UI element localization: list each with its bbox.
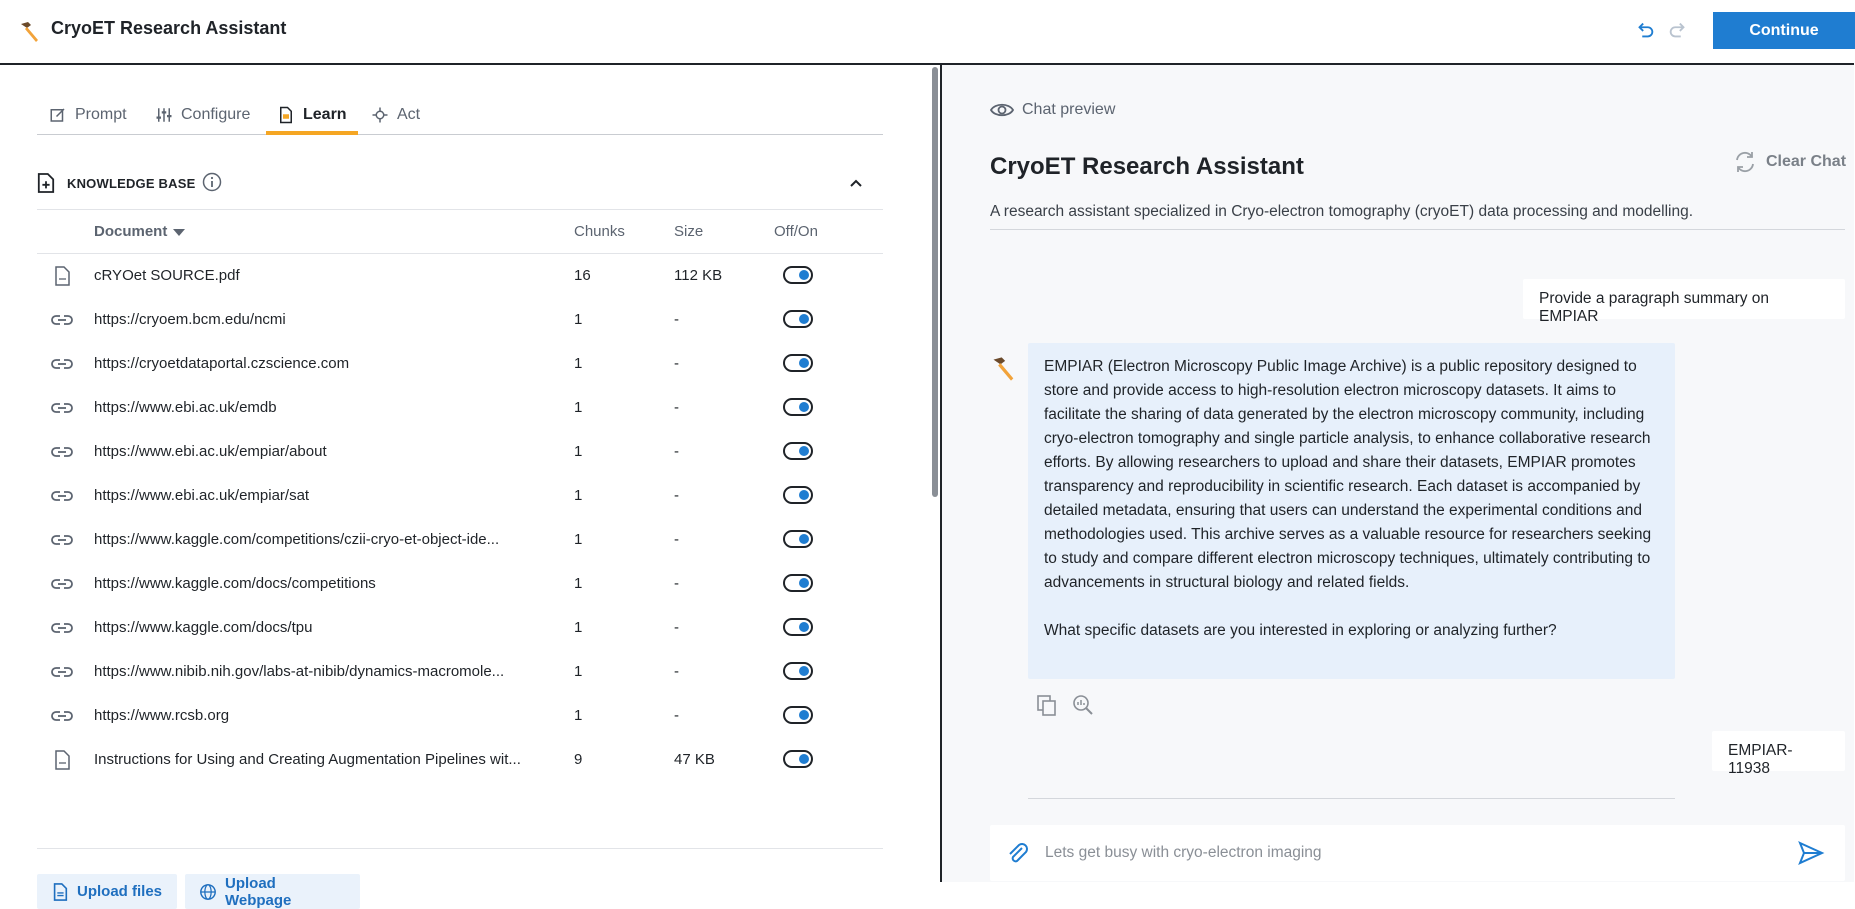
toggle-knob — [799, 710, 809, 720]
assistant-paragraph: What specific datasets are you interested in exploring or analyzing further? — [1044, 622, 1557, 639]
document-name: https://www.rcsb.org — [94, 707, 230, 724]
upload-webpage-label: Upload Webpage — [225, 874, 292, 909]
table-header — [37, 210, 883, 254]
chat-preview-panel — [942, 65, 1854, 882]
crosshair-icon — [371, 106, 389, 124]
sort-caret-icon — [173, 229, 185, 236]
enable-toggle[interactable] — [783, 266, 813, 284]
enable-toggle[interactable] — [783, 442, 813, 460]
link-icon — [51, 398, 73, 418]
link-icon — [51, 442, 73, 462]
tab-label: Act — [397, 106, 421, 123]
document-size: - — [674, 355, 679, 372]
redo-icon[interactable] — [1667, 18, 1689, 42]
document-size: 112 KB — [674, 267, 723, 284]
toggle-knob — [799, 270, 809, 280]
document-name: https://www.kaggle.com/docs/tpu — [94, 619, 313, 636]
tab-prompt[interactable] — [49, 95, 127, 135]
enable-toggle[interactable] — [783, 530, 813, 548]
globe-icon — [199, 883, 217, 901]
copy-icon[interactable] — [1035, 693, 1059, 717]
toggle-knob — [799, 490, 809, 500]
active-tab-indicator — [266, 131, 358, 135]
edit-icon — [49, 106, 67, 124]
top-bar — [0, 0, 1854, 65]
toggle-knob — [799, 666, 809, 676]
document-icon — [277, 106, 295, 124]
link-icon — [51, 530, 73, 550]
knowledge-base-table — [37, 254, 883, 782]
chat-input[interactable] — [1045, 835, 1785, 871]
toggle-knob — [799, 358, 809, 368]
chunk-count: 1 — [574, 575, 583, 592]
user-message: Provide a paragraph summary on EMPIAR — [1523, 279, 1845, 319]
table-row — [37, 254, 883, 298]
sliders-icon — [155, 106, 173, 124]
enable-toggle[interactable] — [783, 750, 813, 768]
document-name: Instructions for Using and Creating Augmentation Pipelines wit... — [94, 751, 521, 768]
tab-configure[interactable] — [155, 95, 250, 135]
chat-preview-header — [990, 100, 1115, 120]
toggle-knob — [799, 754, 809, 764]
enable-toggle[interactable] — [783, 574, 813, 592]
eye-icon — [990, 100, 1014, 120]
link-icon — [51, 354, 73, 374]
column-document[interactable] — [94, 223, 185, 240]
document-size: - — [674, 443, 679, 460]
chat-title: CryoET Research Assistant — [990, 153, 1304, 180]
chat-description: A research assistant specialized in Cryo-electron tomography (cryoET) data processing and modelling. — [990, 203, 1845, 230]
link-icon — [51, 662, 73, 682]
table-row — [37, 342, 883, 386]
upload-files-label: Upload files — [77, 883, 163, 900]
loading-message-edge — [1028, 798, 1675, 799]
chunk-count: 9 — [574, 751, 583, 768]
table-row — [37, 298, 883, 342]
config-panel — [0, 65, 940, 909]
table-row — [37, 430, 883, 474]
clear-chat-label: Clear Chat — [1766, 153, 1847, 170]
column-chunks: Chunks — [574, 223, 625, 240]
column-toggle: Off/On — [774, 223, 818, 240]
chunk-count: 1 — [574, 619, 583, 636]
link-icon — [51, 618, 73, 638]
document-name: cRYOet SOURCE.pdf — [94, 267, 240, 284]
chevron-up-icon[interactable] — [847, 174, 865, 192]
tab-label: Configure — [181, 106, 251, 123]
document-name: https://cryoem.bcm.edu/ncmi — [94, 311, 286, 328]
toggle-knob — [799, 578, 809, 588]
document-name: https://www.ebi.ac.uk/emdb — [94, 399, 277, 416]
chat-preview-label: Chat preview — [1022, 101, 1116, 118]
table-divider — [37, 848, 883, 849]
link-icon — [51, 486, 73, 506]
hammer-icon — [18, 20, 42, 44]
chat-input-bar — [990, 825, 1845, 881]
chunk-count: 1 — [574, 399, 583, 416]
enable-toggle[interactable] — [783, 486, 813, 504]
tab-act[interactable] — [371, 95, 420, 135]
table-row — [37, 562, 883, 606]
document-size: - — [674, 311, 679, 328]
file-icon — [51, 750, 73, 770]
chunk-count: 1 — [574, 531, 583, 548]
hammer-icon — [990, 355, 1018, 383]
link-icon — [51, 574, 73, 594]
toggle-knob — [799, 402, 809, 412]
refresh-icon — [1732, 150, 1758, 174]
enable-toggle[interactable] — [783, 354, 813, 372]
table-row — [37, 606, 883, 650]
knowledge-base-title: KNOWLEDGE BASE — [67, 176, 196, 191]
link-icon — [51, 706, 73, 726]
paperclip-icon[interactable] — [1004, 840, 1030, 866]
enable-toggle[interactable] — [783, 398, 813, 416]
document-size: - — [674, 575, 679, 592]
chunk-count: 16 — [574, 267, 591, 284]
tab-bar — [37, 95, 883, 135]
chunk-count: 1 — [574, 707, 583, 724]
document-size: - — [674, 399, 679, 416]
upload-webpage-button[interactable] — [185, 874, 360, 909]
chunk-count: 1 — [574, 311, 583, 328]
toggle-knob — [799, 446, 809, 456]
column-size: Size — [674, 223, 704, 240]
document-size: 47 KB — [674, 751, 715, 768]
column-label: Document — [94, 223, 168, 240]
document-size: - — [674, 487, 679, 504]
table-row — [37, 474, 883, 518]
document-size: - — [674, 619, 679, 636]
document-size: - — [674, 663, 679, 680]
chunk-count: 1 — [574, 355, 583, 372]
document-size: - — [674, 707, 679, 724]
file-icon — [51, 883, 69, 901]
app-title: CryoET Research Assistant — [51, 18, 287, 38]
assistant-message — [1028, 343, 1675, 679]
document-name: https://www.nibib.nih.gov/labs-at-nibib/dynamics-macromole... — [94, 663, 505, 680]
toggle-knob — [799, 314, 809, 324]
document-name: https://www.kaggle.com/docs/competitions — [94, 575, 376, 592]
document-size: - — [674, 531, 679, 548]
link-icon — [51, 310, 73, 330]
enable-toggle[interactable] — [783, 310, 813, 328]
chunk-count: 1 — [574, 487, 583, 504]
table-row — [37, 386, 883, 430]
toggle-knob — [799, 622, 809, 632]
table-row — [37, 694, 883, 738]
chunk-count: 1 — [574, 443, 583, 460]
knowledge-base-header[interactable] — [37, 160, 883, 210]
enable-toggle[interactable] — [783, 662, 813, 680]
document-name: https://www.kaggle.com/competitions/czii-cryo-et-object-ide... — [94, 531, 500, 548]
toggle-knob — [799, 534, 809, 544]
clear-chat-button[interactable] — [1732, 150, 1846, 174]
enable-toggle[interactable] — [783, 706, 813, 724]
upload-files-button[interactable] — [37, 874, 177, 909]
assistant-paragraph: EMPIAR (Electron Microscopy Public Image Archive) is a public repository designed to store and provide access to high-resolution electron microscopy datasets. It aims to facilitate the sharing of data generated by the electron microscopy community, including cryo-electron tomography and single particle analysis, to enhance collaborative research efforts. By allowing researchers to upload and share their datasets, EMPIAR promotes transparency and reproducibility in scientific research. Each dataset is accompanied by detailed metadata, ensuring that users can understand the experimental conditions and methodologies used. This archive serves as a valuable resource for researchers seeking to study and compare different electron microscopy techniques, ultimately contributing to advancements in structural biology and related fields. — [1044, 358, 1652, 591]
left-panel-scrollbar[interactable] — [932, 67, 938, 497]
user-message: EMPIAR-11938 — [1712, 731, 1845, 771]
tab-label: Learn — [303, 106, 347, 123]
document-add-icon — [37, 173, 55, 193]
continue-button[interactable]: Continue — [1713, 12, 1855, 49]
file-icon — [51, 266, 73, 286]
tab-label: Prompt — [75, 106, 127, 123]
enable-toggle[interactable] — [783, 618, 813, 636]
inspect-icon[interactable] — [1071, 693, 1095, 717]
document-name: https://cryoetdataportal.czscience.com — [94, 355, 350, 372]
document-name: https://www.ebi.ac.uk/empiar/sat — [94, 487, 310, 504]
info-icon[interactable] — [202, 172, 222, 192]
table-row — [37, 650, 883, 694]
document-name: https://www.ebi.ac.uk/empiar/about — [94, 443, 327, 460]
chunk-count: 1 — [574, 663, 583, 680]
undo-icon[interactable] — [1634, 18, 1656, 42]
table-row — [37, 518, 883, 562]
table-row — [37, 738, 883, 782]
tab-learn[interactable] — [277, 95, 347, 135]
send-icon[interactable] — [1797, 839, 1825, 867]
